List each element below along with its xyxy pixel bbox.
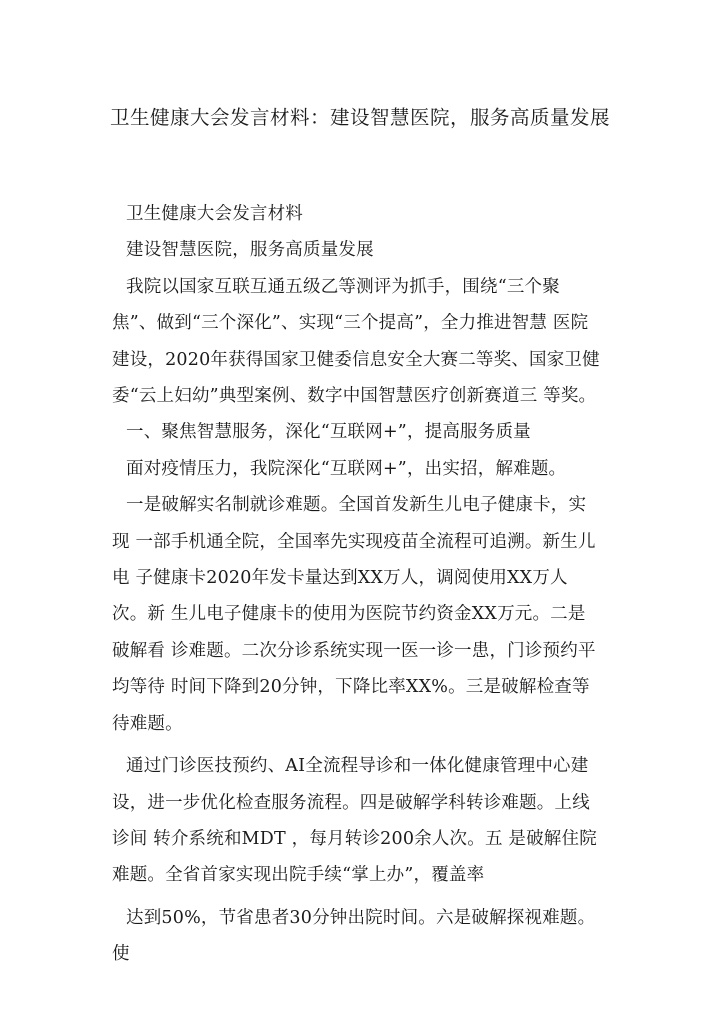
paragraph-heading: 卫生健康大会发言材料 — [126, 204, 303, 224]
paragraph-subheading: 建设智慧医院，服务高质量发展 — [126, 240, 374, 261]
paragraph-intro: 我院以国家互联互通五级乙等测评为抓手，围绕“三个聚 焦”、做到“三个深化”、实现“三个提高”，全力推进智慧 医院建设，2020年获得国家卫健委信息安全大赛二等奖、国家卫健委“云上妇幼”典型案例、数字中国智慧医疗创新赛道三 等奖。 — [112, 276, 600, 407]
paragraph-section-lead: 面对疫情压力，我院深化“互联网+”，出实招，解难题。 — [126, 458, 567, 479]
document-title: 卫生健康大会发言材料：建设智慧医院，服务高质量发展 — [109, 106, 610, 129]
document-body — [112, 196, 600, 973]
paragraph-body-2: 通过门诊医技预约、AI全流程导诊和一体化健康管理中心建设，进一步优化检查服务流程。四是破解学科转诊难题。上线诊间 转介系统和MDT ，每月转诊200余人次。五 是破解住院难题。全省首家实现出院手续“掌上办”，覆盖率 — [112, 756, 597, 886]
paragraph-body-3: 达到50%，节省患者30分钟出院时间。六是破解探视难题。使 — [112, 907, 596, 965]
paragraph-body-1: 一是破解实名制就诊难题。全国首发新生儿电子健康卡，实现 一部手机通全院，全国率先实现疫苗全流程可追溯。新生儿电 子健康卡2020年发卡量达到XX万人，调阅使用XX万人次。新 生儿电子健康卡的使用为医院节约资金XX万元。二是破解看 诊难题。二次分诊系统实现一医一诊一患，门诊预约平均等待 时间下降到20分钟，下降比率XX%。三是破解检查等待难题。 — [112, 495, 596, 734]
paragraph-section-heading: 一、聚焦智慧服务，深化“互联网+”，提高服务质量 — [126, 422, 531, 443]
